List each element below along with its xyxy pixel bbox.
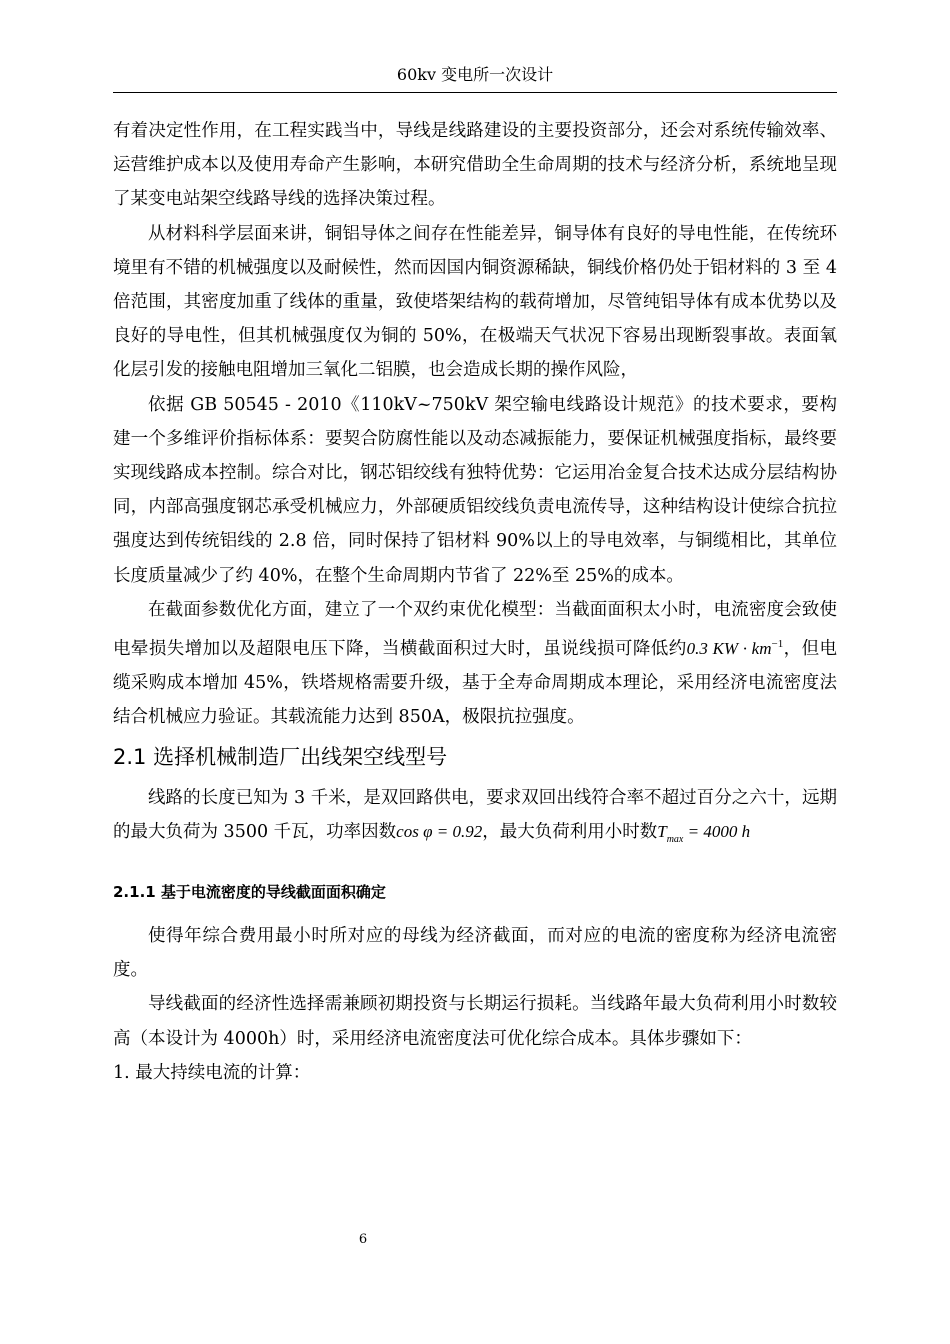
paragraph-8: 1. 最大持续电流的计算： (113, 1062, 311, 1083)
header-divider (113, 92, 837, 93)
paragraph-4-text-a: 在截面参数优化方面，建立了一个双约束优化模型：当截面面积太小时，电流密度会致使电晕损失增加以及超限电压下降，当横截面积过大时，虽说线损可降低约 (113, 599, 837, 660)
paragraph-2: 从材料科学层面来讲，铜铝导体之间存在性能差异，铜导体有良好的导电性能，在传统环境里有不错的机械强度以及耐候性，然而因国内铜资源稀缺，铜线价格仍处于铝材料的 3 至 4 倍范围，其密度加重了线体的重量，致使塔架结构的载荷增加，尽管纯铝导体有成本优势以及良好的导电性，但其机械强度仅为铜的 50%，在极端天气状况下容易出现断裂事故。表面氧化层引发的接触电阻增加三氧化二铝膜，也会造成长期的操作风险， (113, 223, 837, 381)
section-heading-2-1: 2.1 选择机械制造厂出线架空线型号 (113, 744, 448, 769)
paragraph-5-text-a: 线路的长度已知为 3 千米，是双回路供电，要求双回出线符合率不超过百分之六十，远期的最大负荷为 3500 千瓦，功率因数 (113, 787, 837, 842)
formula-line-loss-exponent: −1 (771, 638, 784, 651)
section-heading-2-1-1: 2.1.1 基于电流密度的导线截面面积确定 (113, 883, 386, 902)
formula-line-loss-body: 0.3 KW · km (686, 639, 772, 659)
page-header: 60kv 变电所一次设计 (396, 65, 554, 84)
paragraph-1: 有着决定性作用，在工程实践当中，导线是线路建设的主要投资部分，还会对系统传输效率、运营维护成本以及使用寿命产生影响，本研究借助全生命周期的技术与经济分析，系统地呈现了某变电站架空线路导线的选择决策过程。 (113, 121, 837, 210)
paragraph-7: 导线截面的经济性选择需兼顾初期投资与长期运行损耗。当线路年最大负荷利用小时数较高（本设计为 4000h）时，采用经济电流密度法可优化综合成本。具体步骤如下： (113, 994, 837, 1049)
paragraph-4 (113, 593, 837, 735)
formula-tmax-value: = 4000 h (683, 821, 751, 841)
page-number: 6 (358, 1232, 368, 1247)
formula-power-factor: cos φ = 0.92 (396, 821, 483, 841)
formula-tmax-symbol: T (657, 821, 667, 841)
paragraph-3: 依据 GB 50545 - 2010《110kV~750kV 架空输电线路设计规范》的技术要求，要构建一个多维评价指标体系：要契合防腐性能以及动态减振能力，要保证机械强度指标，最终要实现线路成本控制。综合对比，钢芯铝绞线有独特优势：它运用冶金复合技术达成分层结构协同，内部高强度钢芯承受机械应力，外部硬质铝绞线负责电流传导，这种结构设计使综合抗拉强度达到传统铝线的 2.8 倍，同时保持了铝材料 90%以上的导电效率，与铜缆相比，其单位长度质量减少了约 40%，在整个生命周期内节省了 22%至 25%的成本。 (113, 394, 837, 586)
formula-line-loss (687, 639, 784, 658)
formula-tmax (657, 821, 751, 845)
paragraph-6: 使得年综合费用最小时所对应的母线为经济截面，而对应的电流的密度称为经济电流密度。 (113, 926, 837, 981)
paragraph-5 (113, 781, 837, 857)
paragraph-4-text-b: ，但电缆采购成本增加 45%，铁塔规格需要升级，基于全寿命周期成本理论，采用经济电流密度法结合机械应力验证。其载流能力达到 850A，极限抗拉强度。 (113, 639, 838, 728)
document-body (113, 114, 837, 1090)
paragraph-5-text-b: ，最大负荷利用小时数 (482, 821, 658, 842)
formula-tmax-subscript: max (666, 833, 684, 845)
